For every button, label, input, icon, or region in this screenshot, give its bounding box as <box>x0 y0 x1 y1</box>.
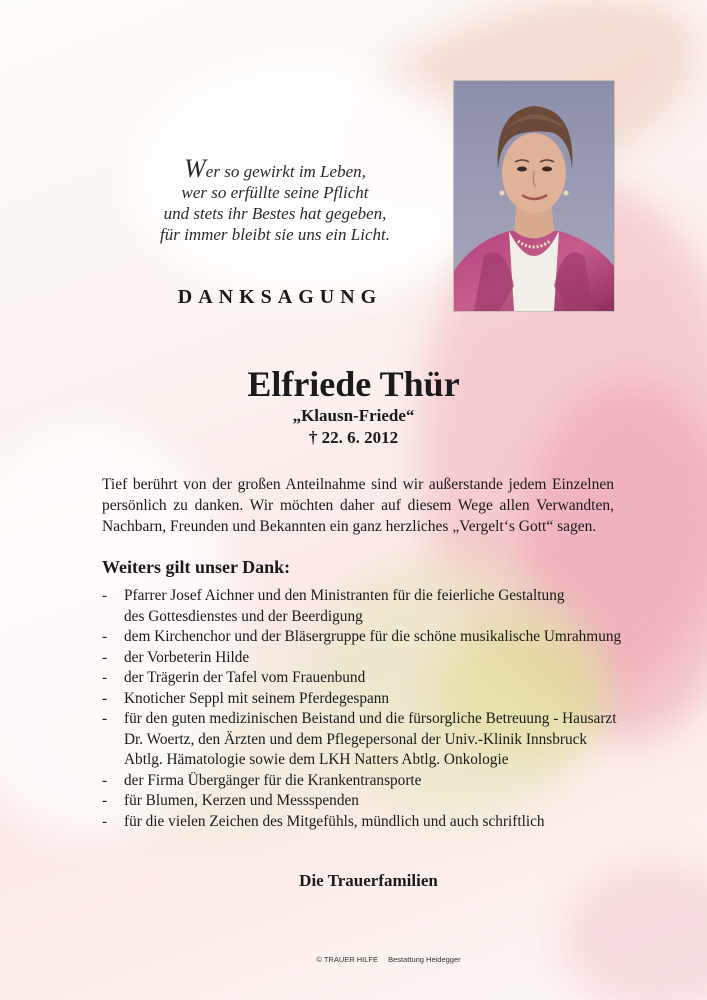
intro-line: Nachbarn, Freunden und Bekannten ein ganz herzliches „Vergelt‘s Gott“ sagen. <box>102 518 597 535</box>
poem-line-1: er so gewirkt im Leben, <box>205 162 366 181</box>
list-item <box>102 709 642 771</box>
list-item-line: der Firma Übergänger für die Krankentransporte <box>124 771 422 789</box>
list-item-line: Knoticher Seppl mit seinem Pferdegespann <box>124 689 390 707</box>
list-item <box>102 791 642 812</box>
list-item-line: für die vielen Zeichen des Mitgefühls, mündlich und auch schriftlich <box>124 812 545 830</box>
thanks-list <box>102 586 642 832</box>
list-bullet: - <box>102 792 108 809</box>
list-item <box>102 627 642 648</box>
death-date: † 22. 6. 2012 <box>308 428 399 447</box>
list-bullet: - <box>102 771 108 789</box>
list-bullet: - <box>102 669 108 686</box>
list-item-line: für Blumen, Kerzen und Messspenden <box>124 792 359 809</box>
list-item <box>102 648 642 669</box>
list-bullet: - <box>102 812 108 830</box>
list-item-line: der Trägerin der Tafel vom Frauenbund <box>124 669 366 686</box>
list-item-line: der Vorbeterin Hilde <box>124 648 250 666</box>
memorial-poem <box>130 154 420 245</box>
thanks-heading: Weiters gilt unser Dank: <box>102 557 291 577</box>
footer <box>0 955 707 964</box>
page-heading: DANKSAGUNG <box>177 286 383 308</box>
list-bullet: - <box>102 689 108 707</box>
list-item-line: Abtlg. Hämatologie sowie dem LKH Natters Abtlg. Onkologie <box>124 751 509 768</box>
poem-initial: W <box>184 154 206 183</box>
poem-line-3: und stets ihr Bestes hat gegeben, <box>163 204 387 223</box>
list-bullet: - <box>102 587 108 604</box>
list-bullet: - <box>102 710 108 727</box>
poem-line-4: für immer bleibt sie uns ein Licht. <box>160 225 390 244</box>
list-item <box>102 812 642 833</box>
list-item-line: Dr. Woertz, den Ärzten und dem Pflegepersonal der Univ.-Klinik Innsbruck <box>124 730 588 748</box>
list-item <box>102 689 642 710</box>
list-bullet: - <box>102 628 108 645</box>
list-item <box>102 586 642 627</box>
list-bullet: - <box>102 648 108 666</box>
poem-line-2: wer so erfüllte seine Pflicht <box>181 183 369 202</box>
deceased-nickname: „Klausn-Friede“ <box>292 406 415 425</box>
deceased-name: Elfriede Thür <box>247 364 460 404</box>
footer-company: Bestattung Heidegger <box>388 955 461 964</box>
intro-line: persönlich zu danken. Wir möchten daher auf diesem Wege allen Verwandten, <box>102 497 614 514</box>
list-item <box>102 771 642 792</box>
list-item-line: Pfarrer Josef Aichner und den Ministranten für die feierliche Gestaltung <box>124 587 565 604</box>
list-item <box>102 668 642 689</box>
intro-line: Tief berührt von der großen Anteilnahme sind wir außerstande jedem Einzelnen <box>102 476 614 493</box>
list-item-line: des Gottesdienstes und der Beerdigung <box>124 607 363 625</box>
portrait-photo <box>453 80 615 312</box>
list-item-line: für den guten medizinischen Beistand und die fürsorgliche Betreuung - Hausarzt <box>124 710 617 727</box>
list-item-line: dem Kirchenchor und der Bläsergruppe für die schöne musikalische Umrahmung <box>124 628 622 645</box>
intro-paragraph <box>102 474 614 537</box>
footer-brand: © TRAUER HILFE <box>316 955 378 964</box>
closing-signature: Die Trauerfamilien <box>299 871 438 890</box>
